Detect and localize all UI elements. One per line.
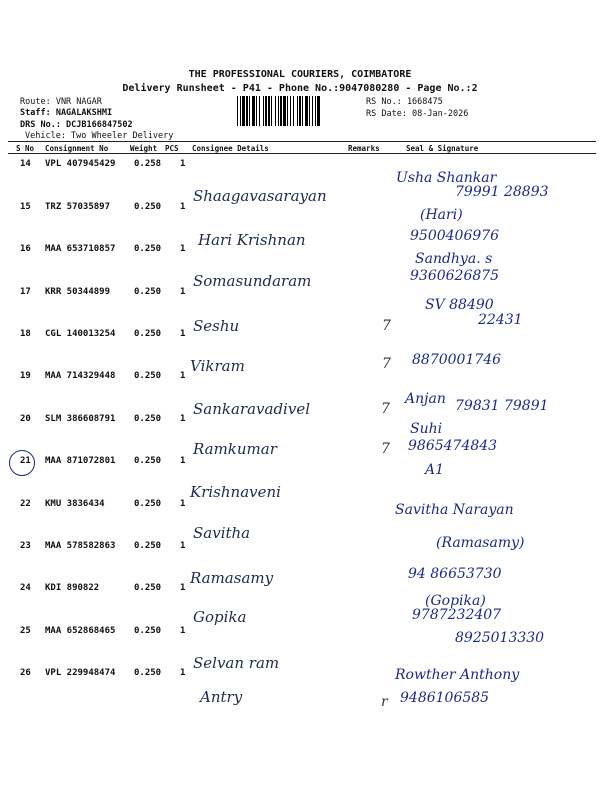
row-pcs: 1 — [180, 159, 186, 169]
table-top-rule — [8, 141, 596, 142]
row-sno: 24 — [20, 583, 31, 593]
row-pcs: 1 — [180, 456, 186, 466]
row-pcs: 1 — [180, 329, 186, 339]
row-signature: Suhi — [410, 421, 443, 437]
row-signature-phone: 8870001746 — [412, 352, 502, 368]
row-pcs: 1 — [180, 371, 186, 381]
runsheet-subtitle: Delivery Runsheet - P41 - Phone No.:9047080280 - Page No.:2 — [122, 83, 478, 94]
row-signature-phone: 9787232407 — [412, 607, 502, 623]
row-signature-phone: 9486106585 — [400, 690, 490, 706]
col-consignee: Consignee Details — [192, 144, 269, 153]
row-consignment-no: MAA 578582863 — [45, 541, 116, 551]
staff-label: Staff: NAGALAKSHMI — [20, 108, 113, 118]
row-weight: 0.250 — [134, 414, 162, 424]
row-consignment-no: SLM 386608791 — [45, 414, 116, 424]
row-weight: 0.250 — [134, 626, 162, 636]
row-weight: 0.250 — [134, 499, 162, 509]
row-signature: (Gopika) — [425, 593, 486, 609]
row-consignee-name: Selvan ram — [193, 654, 280, 672]
col-seal-signature: Seal & Signature — [406, 144, 479, 153]
row-consignee-name: Antry — [200, 688, 243, 706]
row-weight: 0.250 — [134, 371, 162, 381]
drs-label: DRS No.: DCJB166847502 — [20, 120, 133, 130]
row-consignee-name: Vikram — [190, 357, 245, 375]
row-sno: 26 — [20, 668, 31, 678]
rs-number: RS No.: 1668475 — [366, 97, 443, 107]
row-signature: Sandhya. s — [415, 251, 493, 267]
row-consignee-name: Ramasamy — [190, 569, 274, 587]
row-sno: 22 — [20, 499, 31, 509]
row-consignment-no: VPL 229948474 — [45, 668, 116, 678]
row-signature-phone: 9500406976 — [410, 228, 500, 244]
row-consignment-no: MAA 714329448 — [45, 371, 116, 381]
row-weight: 0.250 — [134, 202, 162, 212]
row-signature: SV 88490 — [425, 297, 494, 313]
row-consignee-name: Krishnaveni — [190, 483, 281, 501]
row-pcs: 1 — [180, 287, 186, 297]
row-consignee-name: Ramkumar — [193, 440, 277, 458]
row-weight: 0.250 — [134, 244, 162, 254]
row-consignment-no: TRZ 57035897 — [45, 202, 111, 212]
row-weight: 0.250 — [134, 329, 162, 339]
row-signature-phone: 79991 28893 — [455, 184, 549, 200]
row-signature: (Ramasamy) — [436, 535, 525, 551]
row-consignee-name: Sankaravadivel — [193, 400, 310, 418]
row-signature-phone: 94 86653730 — [408, 566, 502, 582]
row-signature-phone: 79831 79891 — [455, 398, 549, 414]
row-weight: 0.250 — [134, 583, 162, 593]
col-pcs: PCS — [165, 144, 179, 153]
row-signature-phone: 9360626875 — [410, 268, 500, 284]
row-consignee-name: Gopika — [193, 608, 247, 626]
row-signature: Savitha Narayan — [395, 502, 514, 518]
row-remark: 7 — [381, 401, 390, 417]
row-consignment-no: KMU 3836434 — [45, 499, 105, 509]
row-sno: 20 — [20, 414, 31, 424]
barcode-image — [237, 96, 361, 126]
row-consignee-name: Hari Krishnan — [198, 231, 306, 249]
row-weight: 0.258 — [134, 159, 162, 169]
row-consignee-name: Shaagavasarayan — [193, 187, 327, 205]
col-weight: Weight — [130, 144, 158, 153]
row-weight: 0.250 — [134, 668, 162, 678]
row-remark: 7 — [382, 356, 391, 372]
row-remark: 7 — [381, 441, 390, 457]
row-consignee-name: Savitha — [193, 524, 251, 542]
row-pcs: 1 — [180, 499, 186, 509]
row-pcs: 1 — [180, 626, 186, 636]
row-pcs: 1 — [180, 541, 186, 551]
row-signature: Rowther Anthony — [395, 667, 520, 683]
row-sno: 25 — [20, 626, 31, 636]
row-signature: Usha Shankar — [396, 170, 497, 186]
row-consignment-no: MAA 871072801 — [45, 456, 116, 466]
row-sno: 19 — [20, 371, 31, 381]
row-consignee-name: Somasundaram — [193, 272, 312, 290]
row-weight: 0.250 — [134, 287, 162, 297]
row-signature: A1 — [425, 462, 445, 478]
col-sno: S No — [16, 144, 35, 153]
row-consignment-no: MAA 653710857 — [45, 244, 116, 254]
hand-drawn-circle — [9, 450, 35, 476]
row-sno: 18 — [20, 329, 31, 339]
col-consignment: Consignment No — [45, 144, 109, 153]
rs-date: RS Date: 08-Jan-2026 — [366, 109, 469, 119]
table-header-rule — [8, 153, 596, 154]
row-signature: (Hari) — [420, 207, 463, 223]
row-sno: 17 — [20, 287, 31, 297]
row-signature-phone: 8925013330 — [455, 630, 545, 646]
row-sno: 15 — [20, 202, 31, 212]
row-sno: 23 — [20, 541, 31, 551]
row-consignee-name: Seshu — [193, 317, 240, 335]
row-pcs: 1 — [180, 583, 186, 593]
company-title: THE PROFESSIONAL COURIERS, COIMBATORE — [188, 69, 412, 80]
row-signature-phone: 22431 — [478, 312, 523, 328]
row-consignment-no: VPL 407945429 — [45, 159, 116, 169]
row-consignment-no: CGL 140013254 — [45, 329, 116, 339]
row-signature-phone: 9865474843 — [408, 438, 498, 454]
row-sno: 14 — [20, 159, 31, 169]
row-remark: r — [381, 694, 388, 710]
row-consignment-no: KDI 890822 — [45, 583, 100, 593]
row-consignment-no: KRR 50344899 — [45, 287, 111, 297]
col-remarks: Remarks — [348, 144, 380, 153]
row-pcs: 1 — [180, 202, 186, 212]
row-pcs: 1 — [180, 414, 186, 424]
row-pcs: 1 — [180, 244, 186, 254]
row-remark: 7 — [382, 318, 391, 334]
row-signature: Anjan — [405, 391, 446, 407]
row-weight: 0.250 — [134, 456, 162, 466]
row-consignment-no: MAA 652868465 — [45, 626, 116, 636]
row-pcs: 1 — [180, 668, 186, 678]
route-label: Route: VNR NAGAR — [20, 97, 102, 107]
row-weight: 0.250 — [134, 541, 162, 551]
vehicle-label: Vehicle: Two Wheeler Delivery — [25, 131, 174, 141]
row-sno: 16 — [20, 244, 31, 254]
row-sno: 21 — [20, 456, 31, 466]
